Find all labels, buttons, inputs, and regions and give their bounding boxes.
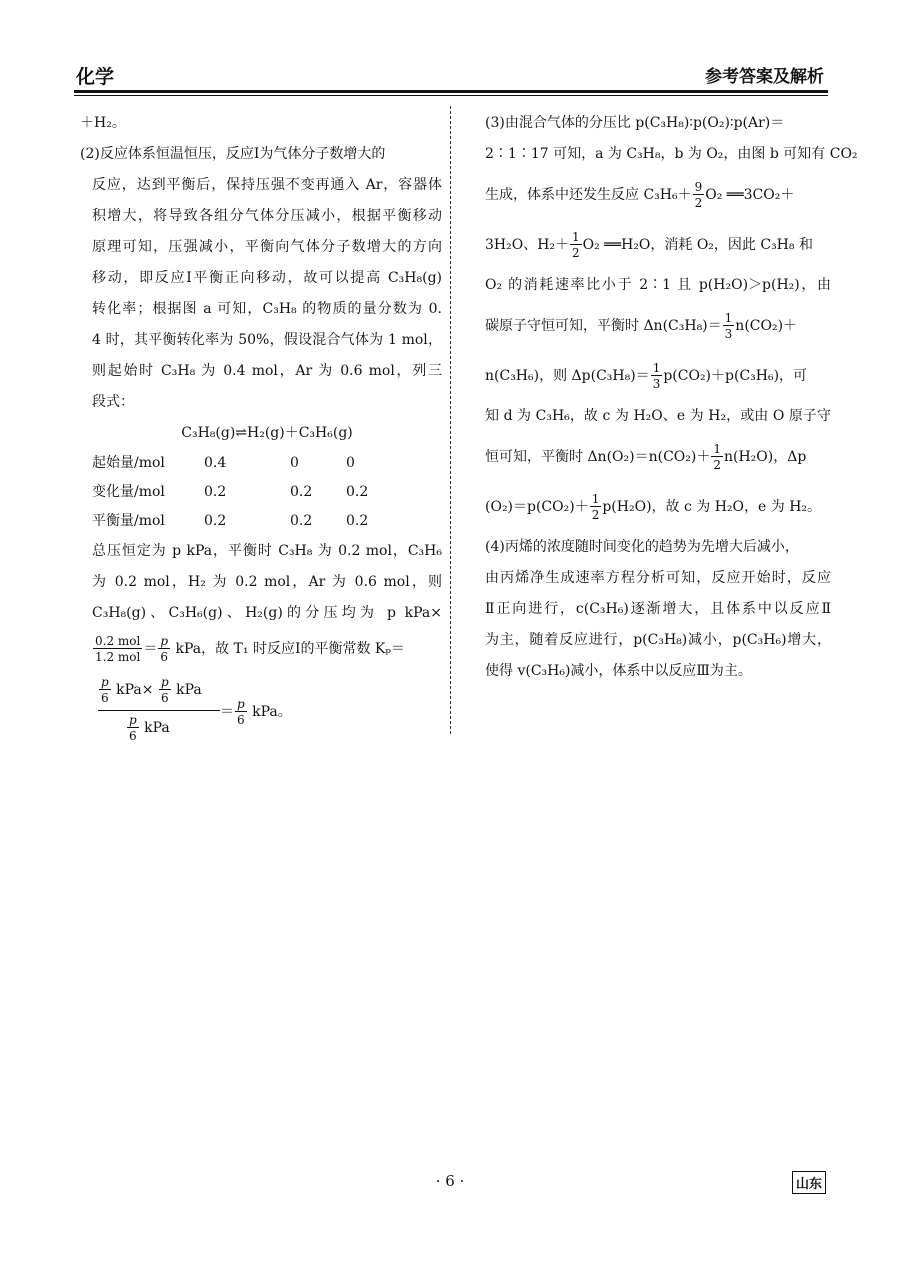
table-cell: 0.2 (290, 484, 313, 500)
fraction (235, 698, 247, 726)
column-divider (450, 106, 451, 734)
fraction-numerator: 9 (694, 180, 703, 194)
unit: kPa× (116, 682, 154, 698)
fraction-numerator: 1 (713, 442, 721, 456)
fraction-denominator: 6 (129, 729, 137, 743)
fraction (93, 635, 142, 663)
text-line: 由丙烯净生成速率方程分析可知，反应开始时，反应 (485, 570, 831, 586)
table-cell: 变化量/mol (92, 484, 165, 500)
fraction-denominator: 1.2 mol (95, 650, 141, 664)
text-line (485, 301, 831, 351)
table-cell: 平衡量/mol (92, 513, 165, 529)
equals-sign: ＝ (143, 641, 158, 657)
text-span: kPa，故 T₁ 时反应Ⅰ的平衡常数 Kₚ＝ (175, 641, 405, 657)
table-cell: 0.4 (204, 455, 227, 471)
text-line (485, 220, 831, 270)
text-span: O₂ ══3CO₂＋ (705, 187, 795, 203)
text-line (485, 482, 831, 532)
subject-title: 化学 (76, 66, 115, 88)
fraction (723, 312, 735, 340)
big-fraction-denominator (126, 714, 170, 742)
header-rule-thin (74, 95, 828, 96)
fraction (590, 493, 602, 521)
fraction-denominator: 2 (694, 196, 703, 210)
equals-sign: ＝ (220, 704, 234, 720)
table-cell: 起始量/mol (92, 455, 165, 471)
fraction-numerator: 0.2 mol (95, 634, 141, 648)
fraction-bar (98, 710, 220, 711)
table-cell: 0 (290, 455, 299, 471)
fraction-denominator: 6 (237, 713, 245, 727)
text-line: 使得 v(C₃H₆)减小，体系中以反应Ⅲ为主。 (485, 663, 752, 679)
header-rule (74, 90, 828, 93)
big-fraction-numerator (98, 676, 202, 704)
text-line: O₂ 的消耗速率比小于 2∶1 且 p(H₂O)＞p(H₂)，由 (485, 277, 831, 293)
reaction-equation: C₃H₈(g)⇌H₂(g)＋C₃H₆(g) (181, 425, 353, 441)
text-span: O₂ ══H₂O，消耗 O₂，因此 C₃H₈ 和 (582, 237, 813, 253)
text-line (485, 170, 831, 220)
left-column (80, 108, 442, 746)
kp-expression (92, 676, 442, 746)
text-span: n(H₂O)，Δp (723, 449, 807, 465)
text-line: 知 d 为 C₃H₆，故 c 为 H₂O、e 为 H₂，或由 O 原子守 (485, 408, 831, 424)
fraction (570, 231, 582, 259)
text-line: Ⅱ正向进行，c(C₃H₆)逐渐增大，且体系中以反应Ⅱ (485, 601, 831, 617)
text-line: ＋H₂。 (80, 115, 126, 131)
fraction-denominator: 2 (713, 458, 721, 472)
text-line: 转化率；根据图 a 可知，C₃H₈ 的物质的量分数为 0. (92, 301, 442, 317)
page-number: · 6 · (435, 1172, 465, 1190)
unit: kPa (176, 682, 202, 698)
fraction (693, 181, 705, 209)
section-title: 参考答案及解析 (705, 67, 824, 87)
fraction-numerator: 1 (652, 361, 661, 375)
fraction (651, 362, 663, 390)
text-line: 反应，达到平衡后，保持压强不变再通入 Ar，容器体 (92, 177, 442, 193)
fraction-numerator: p (129, 713, 137, 727)
fraction-numerator: 1 (591, 492, 600, 506)
fraction-numerator: p (160, 634, 169, 648)
fraction-denominator: 6 (101, 691, 109, 705)
right-column (485, 108, 858, 687)
text-line: (2)反应体系恒温恒压，反应Ⅰ为气体分子数增大的 (80, 146, 386, 162)
text-span: n(C₃H₆)，则 Δp(C₃H₈)＝ (485, 368, 650, 384)
fraction-denominator: 3 (652, 377, 661, 391)
table-row (92, 478, 442, 507)
text-span: 3H₂O、H₂＋ (485, 237, 570, 253)
table-row (92, 449, 442, 478)
fraction-denominator: 2 (591, 508, 600, 522)
fraction-denominator: 2 (572, 246, 580, 260)
table-cell: 0.2 (290, 513, 313, 529)
fraction-numerator: 1 (572, 230, 580, 244)
text-line: C₃H₈(g)、C₃H₆(g)、H₂(g)的分压均为 p kPa× (92, 605, 442, 621)
fraction (711, 443, 723, 471)
fraction-numerator: 1 (724, 311, 733, 325)
text-span: p(H₂O)，故 c 为 H₂O，e 为 H₂。 (602, 499, 822, 515)
text-line: 原理可知，压强减小，平衡向气体分子数增大的方向 (92, 239, 442, 255)
fraction-denominator: 6 (160, 691, 169, 705)
text-line: 4 时，其平衡转化率为 50%，假设混合气体为 1 mol， (92, 332, 442, 348)
text-line (485, 432, 831, 482)
text-line: 段式： (92, 394, 134, 410)
table-row (92, 507, 442, 536)
three-stage-table (92, 449, 442, 536)
text-line: 为 0.2 mol，H₂ 为 0.2 mol，Ar 为 0.6 mol，则 (92, 574, 442, 590)
table-cell: 0.2 (346, 513, 369, 529)
text-line: (4)丙烯的浓度随时间变化的趋势为先增大后减小， (485, 539, 799, 555)
text-line: 为主，随着反应进行，p(C₃H₈)减小，p(C₃H₆)增大， (485, 632, 831, 648)
fraction-numerator: p (101, 675, 109, 689)
fraction-numerator: p (160, 675, 169, 689)
fraction (127, 714, 139, 742)
table-cell: 0.2 (204, 513, 227, 529)
text-line: 移动，即反应Ⅰ平衡正向移动，故可以提高 C₃H₈(g) (92, 270, 442, 286)
fraction-numerator: p (237, 697, 245, 711)
fraction (99, 676, 111, 704)
fraction-denominator: 3 (724, 327, 733, 341)
fraction-denominator: 6 (160, 650, 168, 664)
big-fraction-result (220, 698, 292, 726)
text-line: 则起始时 C₃H₈ 为 0.4 mol，Ar 为 0.6 mol，列三 (92, 363, 442, 379)
table-cell: 0.2 (346, 484, 369, 500)
kp-line (92, 629, 442, 670)
text-line: 总压恒定为 p kPa，平衡时 C₃H₈ 为 0.2 mol，C₃H₆ (92, 543, 442, 559)
fraction (158, 635, 170, 663)
text-line: 2∶1∶17 可知，a 为 C₃H₈，b 为 O₂，由图 b 可知有 CO₂ (485, 146, 858, 162)
region-badge: 山东 (792, 1171, 826, 1194)
text-span: n(CO₂)＋ (735, 318, 798, 334)
text-span: 碳原子守恒可知，平衡时 Δn(C₃H₈)＝ (485, 318, 722, 334)
unit: kPa (144, 720, 170, 736)
text-line: (3)由混合气体的分压比 p(C₃H₈)∶p(O₂)∶p(Ar)＝ (485, 115, 785, 131)
fraction (159, 676, 171, 704)
text-line (485, 351, 831, 401)
table-cell: 0.2 (204, 484, 227, 500)
text-span: (O₂)＝p(CO₂)＋ (485, 499, 589, 515)
unit: kPa。 (252, 704, 292, 720)
text-line: 积增大，将导致各组分气体分压减小，根据平衡移动 (92, 208, 442, 224)
text-span: 生成，体系中还发生反应 C₃H₆＋ (485, 187, 692, 203)
text-span: p(CO₂)＋p(C₃H₆)，可 (663, 368, 808, 384)
table-cell: 0 (346, 455, 355, 471)
text-span: 恒可知，平衡时 Δn(O₂)＝n(CO₂)＋ (485, 449, 711, 465)
